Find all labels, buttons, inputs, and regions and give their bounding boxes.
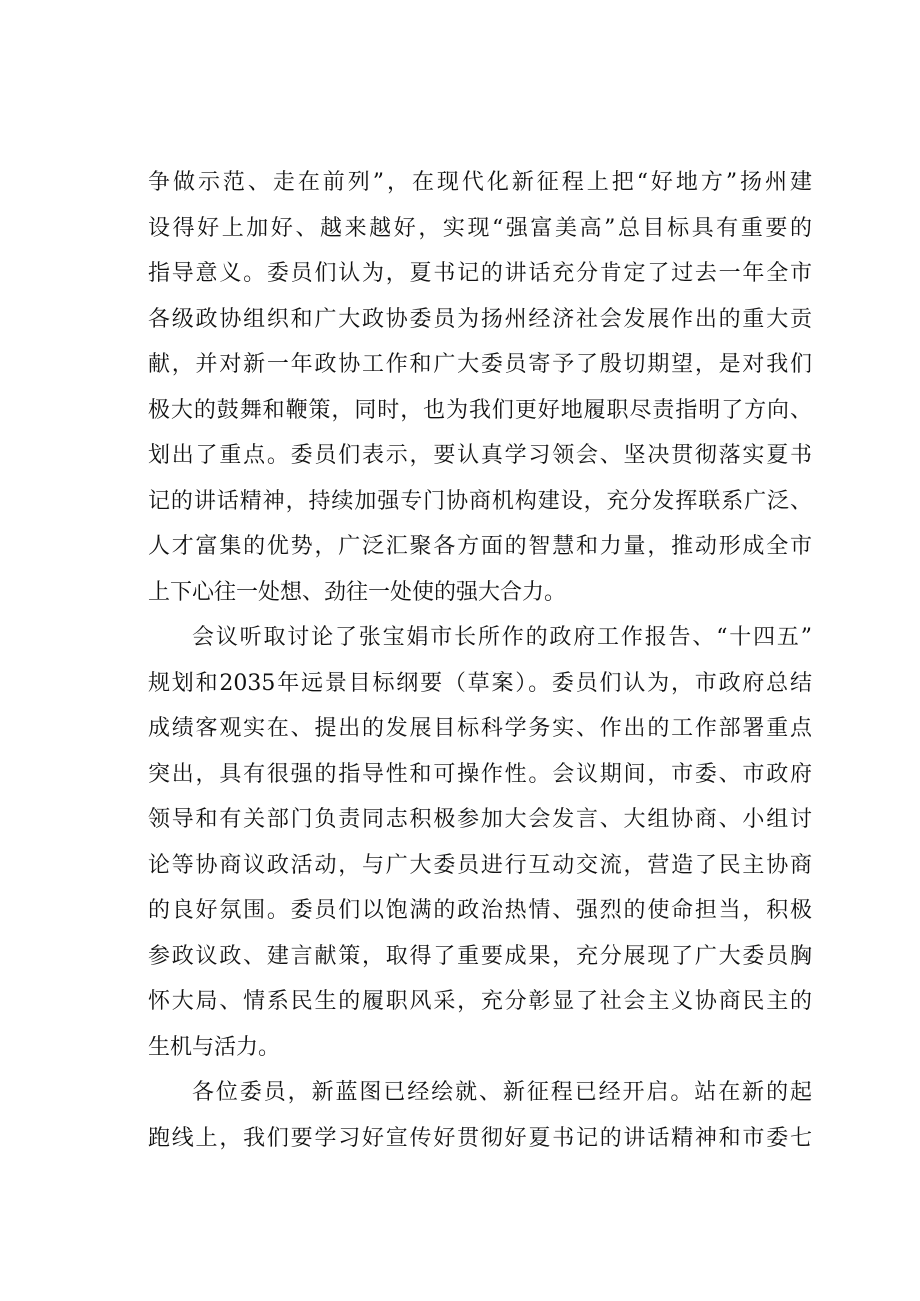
text-line: 论等协商议政活动，与广大委员进行互动交流，营造了民主协商 [148, 852, 812, 878]
text-line: 生机与活力。 [148, 1034, 281, 1060]
paragraph-1 [148, 160, 812, 615]
paragraph-2 [148, 615, 812, 1070]
text-line: 规划和2035年远景目标纲要（草案）。委员们认为，市政府总结 [148, 670, 812, 696]
text-line: 指导意义。委员们认为，夏书记的讲话充分肯定了过去一年全市 [148, 261, 812, 286]
document-body [148, 160, 812, 1161]
paragraph-3 [148, 1070, 812, 1161]
text-line: 各位委员，新蓝图已经绘就、新征程已经开启。站在新的起 [192, 1080, 812, 1105]
text-line: 划出了重点。委员们表示，要认真学习领会、坚决贯彻落实夏书 [148, 443, 812, 468]
text-line: 争做示范、走在前列”，在现代化新征程上把“好地方”扬州建 [148, 170, 812, 195]
text-line: 设得好上加好、越来越好，实现“强富美高”总目标具有重要的 [148, 215, 812, 241]
text-line: 会议听取讨论了张宝娟市长所作的政府工作报告、“十四五” [192, 625, 812, 650]
text-line: 领导和有关部门负责同志积极参加大会发言、大组协商、小组讨 [148, 807, 812, 832]
text-line: 上下心往一处想、劲往一处使的强大合力。 [148, 579, 567, 605]
text-line: 记的讲话精神，持续加强专门协商机构建设，充分发挥联系广泛、 [148, 488, 812, 514]
text-line: 突出，具有很强的指导性和可操作性。会议期间，市委、市政府 [148, 761, 812, 787]
text-line: 的良好氛围。委员们以饱满的政治热情、强烈的使命担当，积极 [148, 898, 812, 923]
text-line: 成绩客观实在、提出的发展目标科学务实、作出的工作部署重点 [148, 716, 812, 741]
text-line: 怀大局、情系民生的履职风采，充分彰显了社会主义协商民主的 [148, 989, 812, 1014]
text-line: 各级政协组织和广大政协委员为扬州经济社会发展作出的重大贡 [148, 306, 812, 332]
text-line: 跑线上，我们要学习好宣传好贯彻好夏书记的讲话精神和市委七 [148, 1125, 812, 1151]
text-line: 献，并对新一年政协工作和广大委员寄予了殷切期望，是对我们 [148, 352, 812, 377]
text-line: 人才富集的优势，广泛汇聚各方面的智慧和力量，推动形成全市 [148, 534, 812, 559]
text-line: 极大的鼓舞和鞭策，同时，也为我们更好地履职尽责指明了方向、 [148, 397, 812, 423]
text-line: 参政议政、建言献策，取得了重要成果，充分展现了广大委员胸 [148, 943, 812, 969]
